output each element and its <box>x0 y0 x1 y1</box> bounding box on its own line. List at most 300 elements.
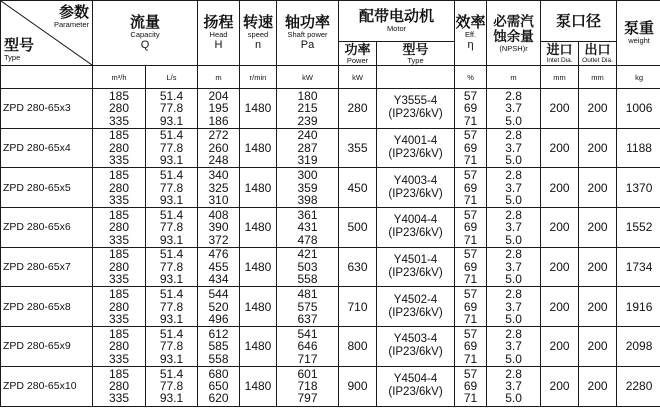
npsh-value: 3.7 <box>505 180 522 195</box>
capacity-ls-value: 51.4 <box>159 247 184 262</box>
weight-cell: 1370 <box>617 168 660 208</box>
speed-en: speed <box>247 29 269 39</box>
shaft-power-value: 718 <box>297 378 318 393</box>
head-value: 248 <box>208 153 229 168</box>
npsh-cn: 必需汽蚀余量 <box>493 13 534 44</box>
model-cell: ZPD 280-65x3 <box>1 89 93 129</box>
head-value: 612 <box>208 326 229 341</box>
shaft-power-value: 503 <box>297 259 318 274</box>
unit-npsh: m <box>487 66 541 89</box>
head-header <box>198 1 240 66</box>
model-cell: ZPD 280-65x10 <box>1 366 93 406</box>
motor-power-cell: 710 <box>339 287 377 327</box>
type-label <box>4 38 34 62</box>
shaft-power-value: 558 <box>297 272 318 287</box>
shaft-power-value: 319 <box>297 153 318 168</box>
head-cell <box>198 128 240 168</box>
efficiency-value: 57 <box>463 88 478 103</box>
unit-inlet: mm <box>541 66 579 89</box>
npsh-value: 3.7 <box>505 101 522 116</box>
capacity-ls-value: 93.1 <box>159 232 184 247</box>
capacity-ls-cell <box>146 247 198 287</box>
motor-power-cell: 800 <box>339 327 377 367</box>
capacity-m3h-value: 185 <box>108 128 130 143</box>
npsh-value: 2.8 <box>505 287 522 302</box>
speed-cell: 1480 <box>240 89 277 129</box>
capacity-ls-value: 51.4 <box>159 128 184 143</box>
motor-type-value: (IP23/6kV) <box>388 386 443 399</box>
eff-sym: η <box>467 38 474 51</box>
eff-en: Eff. <box>464 29 477 39</box>
npsh-value: 5.0 <box>505 153 522 168</box>
shaft-power-header <box>277 1 339 66</box>
capacity-m3h-value: 335 <box>108 272 130 287</box>
motor-type-value: Y3555-4 <box>393 95 438 108</box>
efficiency-value: 57 <box>463 207 478 222</box>
capacity-ls-cell <box>146 89 198 129</box>
capacity-ls-cell <box>146 327 198 367</box>
shaft-power-value: 601 <box>297 366 318 381</box>
shaft-power-value: 431 <box>297 220 318 235</box>
outlet-cell: 200 <box>579 128 617 168</box>
efficiency-value: 69 <box>463 299 478 314</box>
npsh-value: 5.0 <box>505 311 522 326</box>
head-value: 340 <box>208 168 229 183</box>
shaft-power-cell <box>277 327 339 367</box>
table-row <box>1 366 660 406</box>
efficiency-value: 57 <box>463 168 478 183</box>
shaft-power-value: 300 <box>297 168 318 183</box>
mtype-cn: 型号 <box>402 41 429 57</box>
type-cn: 型号 <box>4 37 35 54</box>
motor-type-value: (IP23/6kV) <box>388 148 443 161</box>
head-value: 650 <box>208 378 229 393</box>
outlet-cell: 200 <box>579 168 617 208</box>
efficiency-value: 69 <box>463 180 478 195</box>
head-value: 620 <box>208 391 229 406</box>
capacity-ls-value: 77.8 <box>159 299 184 314</box>
efficiency-cell <box>455 89 487 129</box>
speed-cell: 1480 <box>240 208 277 248</box>
capacity-m3h-value: 280 <box>108 339 130 354</box>
shaft-power-cell <box>277 247 339 287</box>
capacity-ls-value: 77.8 <box>159 140 184 155</box>
head-cell <box>198 208 240 248</box>
motor-type-value: Y4503-4 <box>393 333 438 346</box>
capacity-ls-value: 77.8 <box>159 220 184 235</box>
motor-power-cell: 280 <box>339 89 377 129</box>
outlet-cell: 200 <box>579 287 617 327</box>
npsh-cell <box>487 287 541 327</box>
weight-cn: 泵重 <box>624 20 655 37</box>
unit-shaft-power: kW <box>277 66 339 89</box>
parameter-type-header <box>1 1 93 66</box>
efficiency-value: 71 <box>463 232 478 247</box>
weight-cell: 1552 <box>617 208 660 248</box>
capacity-cn: 流量 <box>130 13 161 31</box>
npsh-header <box>487 1 541 66</box>
power-header <box>339 42 377 66</box>
shaft-power-value: 637 <box>297 311 318 326</box>
capacity-ls-cell <box>146 128 198 168</box>
npsh-cell <box>487 89 541 129</box>
efficiency-value: 69 <box>463 259 478 274</box>
motor-type-value: Y4504-4 <box>393 373 438 386</box>
head-cell <box>198 89 240 129</box>
shaft-cn: 轴功率 <box>285 13 331 31</box>
motor-type-cell <box>377 327 455 367</box>
unit-efficiency: % <box>455 66 487 89</box>
motor-type-cell <box>377 366 455 406</box>
head-value: 520 <box>208 299 229 314</box>
outlet-header <box>579 42 617 66</box>
capacity-ls-value: 93.1 <box>159 153 184 168</box>
head-value: 186 <box>208 113 229 128</box>
capacity-m3h-cell <box>93 208 146 248</box>
head-value: 372 <box>208 232 229 247</box>
table-row <box>1 208 660 248</box>
motor-en: Motor <box>386 24 407 33</box>
capacity-m3h-value: 335 <box>108 113 130 128</box>
shaft-power-value: 541 <box>297 326 318 341</box>
inlet-cell: 200 <box>541 168 579 208</box>
efficiency-value: 57 <box>463 128 478 143</box>
capacity-m3h-value: 280 <box>108 299 130 314</box>
npsh-value: 5.0 <box>505 192 522 207</box>
npsh-value: 5.0 <box>505 113 522 128</box>
speed-sym: n <box>254 38 262 51</box>
head-cell <box>198 247 240 287</box>
weight-cell: 2098 <box>617 327 660 367</box>
unit-outlet: mm <box>579 66 617 89</box>
capacity-m3h-value: 185 <box>108 88 130 103</box>
capacity-ls-value: 93.1 <box>159 192 184 207</box>
capacity-ls-value: 93.1 <box>159 391 184 406</box>
bore-header <box>541 1 617 42</box>
capacity-m3h-value: 335 <box>108 232 130 247</box>
motor-type-header <box>377 42 455 66</box>
motor-header <box>339 1 455 42</box>
inlet-cell: 200 <box>541 247 579 287</box>
head-value: 272 <box>208 128 229 143</box>
motor-type-value: (IP23/6kV) <box>388 306 443 319</box>
model-cell: ZPD 280-65x8 <box>1 287 93 327</box>
capacity-ls-value: 77.8 <box>159 259 184 274</box>
head-cell <box>198 287 240 327</box>
motor-type-value: Y4003-4 <box>393 174 438 187</box>
efficiency-cell <box>455 168 487 208</box>
capacity-ls-value: 77.8 <box>159 101 184 116</box>
shaft-power-value: 646 <box>297 339 318 354</box>
head-value: 434 <box>208 272 229 287</box>
npsh-value: 2.8 <box>505 128 522 143</box>
motor-type-cell <box>377 128 455 168</box>
table-row <box>1 287 660 327</box>
npsh-value: 3.7 <box>505 339 522 354</box>
inlet-cell: 200 <box>541 89 579 129</box>
shaft-power-value: 239 <box>297 113 318 128</box>
head-cell <box>198 366 240 406</box>
inlet-cell: 200 <box>541 128 579 168</box>
npsh-cell <box>487 366 541 406</box>
motor-power-cell: 630 <box>339 247 377 287</box>
head-cn: 扬程 <box>203 13 234 31</box>
capacity-m3h-cell <box>93 168 146 208</box>
npsh-value: 5.0 <box>505 232 522 247</box>
npsh-value: 3.7 <box>505 140 522 155</box>
head-value: 496 <box>208 311 229 326</box>
weight-cell: 1188 <box>617 128 660 168</box>
capacity-m3h-value: 335 <box>108 351 130 366</box>
npsh-value: 3.7 <box>505 259 522 274</box>
units-row <box>1 66 660 89</box>
shaft-power-value: 421 <box>297 247 318 262</box>
motor-type-cell <box>377 168 455 208</box>
capacity-ls-value: 93.1 <box>159 272 184 287</box>
capacity-m3h-value: 185 <box>108 168 130 183</box>
speed-cell: 1480 <box>240 128 277 168</box>
capacity-ls-value: 51.4 <box>159 207 184 222</box>
shaft-power-cell <box>277 208 339 248</box>
outlet-cell: 200 <box>579 366 617 406</box>
weight-header <box>617 1 660 66</box>
model-cell: ZPD 280-65x7 <box>1 247 93 287</box>
npsh-value: 5.0 <box>505 391 522 406</box>
efficiency-value: 71 <box>463 351 478 366</box>
capacity-m3h-cell <box>93 128 146 168</box>
head-cell <box>198 168 240 208</box>
efficiency-cell <box>455 128 487 168</box>
efficiency-value: 69 <box>463 220 478 235</box>
npsh-value: 3.7 <box>505 299 522 314</box>
motor-type-value: Y4004-4 <box>393 214 438 227</box>
speed-cn: 转速 <box>243 13 274 31</box>
motor-type-value: Y4001-4 <box>393 135 438 148</box>
model-cell: ZPD 280-65x6 <box>1 208 93 248</box>
model-cell: ZPD 280-65x9 <box>1 327 93 367</box>
outlet-cell: 200 <box>579 327 617 367</box>
inlet-en: Intet Dia. <box>546 56 573 64</box>
capacity-ls-value: 93.1 <box>159 351 184 366</box>
efficiency-header <box>455 1 487 66</box>
capacity-ls-value: 51.4 <box>159 366 184 381</box>
capacity-m3h-cell <box>93 366 146 406</box>
capacity-m3h-value: 185 <box>108 207 130 222</box>
capacity-m3h-value: 335 <box>108 391 130 406</box>
npsh-value: 5.0 <box>505 272 522 287</box>
head-value: 260 <box>208 140 229 155</box>
capacity-m3h-cell <box>93 287 146 327</box>
efficiency-value: 69 <box>463 140 478 155</box>
npsh-value: 3.7 <box>505 220 522 235</box>
shaft-power-value: 287 <box>297 140 318 155</box>
capacity-ls-value: 77.8 <box>159 180 184 195</box>
speed-cell: 1480 <box>240 327 277 367</box>
speed-cell: 1480 <box>240 247 277 287</box>
head-value: 408 <box>208 207 229 222</box>
head-value: 476 <box>208 247 229 262</box>
npsh-value: 2.8 <box>505 326 522 341</box>
efficiency-cell <box>455 287 487 327</box>
npsh-cell <box>487 128 541 168</box>
capacity-ls-value: 93.1 <box>159 113 184 128</box>
capacity-m3h-value: 185 <box>108 326 130 341</box>
shaft-power-cell <box>277 128 339 168</box>
weight-cell: 1734 <box>617 247 660 287</box>
head-value: 455 <box>208 259 229 274</box>
npsh-sym: (NPSH)r <box>499 43 528 53</box>
head-value: 195 <box>208 101 229 116</box>
capacity-m3h-value: 280 <box>108 259 130 274</box>
unit-capacity-ls: L/s <box>146 66 198 89</box>
motor-type-value: Y4502-4 <box>393 293 438 306</box>
inlet-cell: 200 <box>541 208 579 248</box>
type-en: Type <box>4 53 21 62</box>
table-row <box>1 128 660 168</box>
efficiency-value: 57 <box>463 287 478 302</box>
inlet-cn: 进口 <box>546 41 573 57</box>
efficiency-value: 71 <box>463 113 478 128</box>
shaft-power-cell <box>277 287 339 327</box>
capacity-ls-value: 77.8 <box>159 378 184 393</box>
capacity-m3h-value: 335 <box>108 311 130 326</box>
shaft-power-value: 215 <box>297 101 318 116</box>
capacity-sym: Q <box>140 38 150 51</box>
npsh-value: 2.8 <box>505 88 522 103</box>
capacity-ls-cell <box>146 287 198 327</box>
capacity-m3h-value: 185 <box>108 287 130 302</box>
weight-cell: 1916 <box>617 287 660 327</box>
capacity-m3h-value: 280 <box>108 180 130 195</box>
shaft-power-value: 359 <box>297 180 318 195</box>
head-value: 310 <box>208 192 229 207</box>
weight-cell: 1006 <box>617 89 660 129</box>
motor-type-value: (IP23/6kV) <box>388 187 443 200</box>
inlet-cell: 200 <box>541 366 579 406</box>
mtype-en: Type <box>407 55 424 65</box>
parameter-en: Parameter <box>53 20 89 29</box>
capacity-en: Capacity <box>130 29 160 39</box>
shaft-power-value: 481 <box>297 287 318 302</box>
head-sym: H <box>214 38 223 51</box>
capacity-m3h-value: 335 <box>108 153 130 168</box>
capacity-ls-value: 51.4 <box>159 88 184 103</box>
motor-power-cell: 900 <box>339 366 377 406</box>
head-value: 680 <box>208 366 229 381</box>
outlet-cell: 200 <box>579 247 617 287</box>
efficiency-cell <box>455 327 487 367</box>
capacity-ls-cell <box>146 366 198 406</box>
unit-head: m <box>198 66 240 89</box>
model-cell: ZPD 280-65x5 <box>1 168 93 208</box>
head-en: Head <box>209 29 228 39</box>
capacity-m3h-value: 335 <box>108 192 130 207</box>
npsh-cell <box>487 168 541 208</box>
shaft-power-cell <box>277 89 339 129</box>
capacity-ls-value: 77.8 <box>159 339 184 354</box>
npsh-cell <box>487 208 541 248</box>
shaft-power-value: 240 <box>297 128 318 143</box>
shaft-power-cell <box>277 168 339 208</box>
capacity-m3h-cell <box>93 89 146 129</box>
inlet-cell: 200 <box>541 287 579 327</box>
outlet-cell: 200 <box>579 208 617 248</box>
power-cn: 功率 <box>344 41 371 57</box>
efficiency-value: 69 <box>463 101 478 116</box>
capacity-header <box>93 1 198 66</box>
inlet-header <box>541 42 579 66</box>
shaft-power-value: 797 <box>297 391 318 406</box>
capacity-m3h-value: 280 <box>108 101 130 116</box>
efficiency-cell <box>455 208 487 248</box>
capacity-ls-cell <box>146 168 198 208</box>
outlet-cell: 200 <box>579 89 617 129</box>
capacity-m3h-cell <box>93 247 146 287</box>
motor-type-value: Y4501-4 <box>393 254 438 267</box>
parameter-cn: 参数 <box>58 4 89 21</box>
capacity-m3h-value: 185 <box>108 247 130 262</box>
efficiency-value: 57 <box>463 326 478 341</box>
motor-type-cell <box>377 89 455 129</box>
npsh-value: 2.8 <box>505 168 522 183</box>
efficiency-value: 71 <box>463 272 478 287</box>
motor-type-value: (IP23/6kV) <box>388 227 443 240</box>
head-value: 325 <box>208 180 229 195</box>
unit-motor-type-blank <box>377 66 455 89</box>
parameter-label <box>54 5 89 29</box>
efficiency-cell <box>455 247 487 287</box>
unit-weight: kg <box>617 66 660 89</box>
motor-power-cell: 500 <box>339 208 377 248</box>
capacity-m3h-value: 280 <box>108 220 130 235</box>
efficiency-value: 71 <box>463 391 478 406</box>
efficiency-value: 69 <box>463 339 478 354</box>
shaft-en: Shaft power <box>287 29 328 39</box>
table-row <box>1 247 660 287</box>
motor-type-cell <box>377 247 455 287</box>
efficiency-value: 71 <box>463 192 478 207</box>
motor-type-value: (IP23/6kV) <box>388 346 443 359</box>
unit-speed: r/min <box>240 66 277 89</box>
capacity-ls-value: 51.4 <box>159 287 184 302</box>
head-value: 585 <box>208 339 229 354</box>
head-value: 558 <box>208 351 229 366</box>
npsh-value: 2.8 <box>505 247 522 262</box>
npsh-cell <box>487 327 541 367</box>
speed-cell: 1480 <box>240 366 277 406</box>
shaft-power-value: 361 <box>297 207 318 222</box>
capacity-m3h-cell <box>93 327 146 367</box>
shaft-power-value: 717 <box>297 351 318 366</box>
shaft-power-value: 180 <box>297 88 318 103</box>
unit-capacity-m3h: m³/h <box>93 66 146 89</box>
capacity-ls-cell <box>146 208 198 248</box>
shaft-power-value: 478 <box>297 232 318 247</box>
efficiency-value: 71 <box>463 311 478 326</box>
head-value: 544 <box>208 287 229 302</box>
shaft-power-cell <box>277 366 339 406</box>
head-value: 204 <box>208 88 229 103</box>
head-value: 390 <box>208 220 229 235</box>
capacity-ls-value: 51.4 <box>159 326 184 341</box>
motor-type-value: (IP23/6kV) <box>388 267 443 280</box>
capacity-m3h-value: 280 <box>108 378 130 393</box>
efficiency-cell <box>455 366 487 406</box>
efficiency-value: 71 <box>463 153 478 168</box>
shaft-sym: Pa <box>300 38 315 51</box>
weight-en: weight <box>628 36 650 45</box>
npsh-value: 5.0 <box>505 351 522 366</box>
